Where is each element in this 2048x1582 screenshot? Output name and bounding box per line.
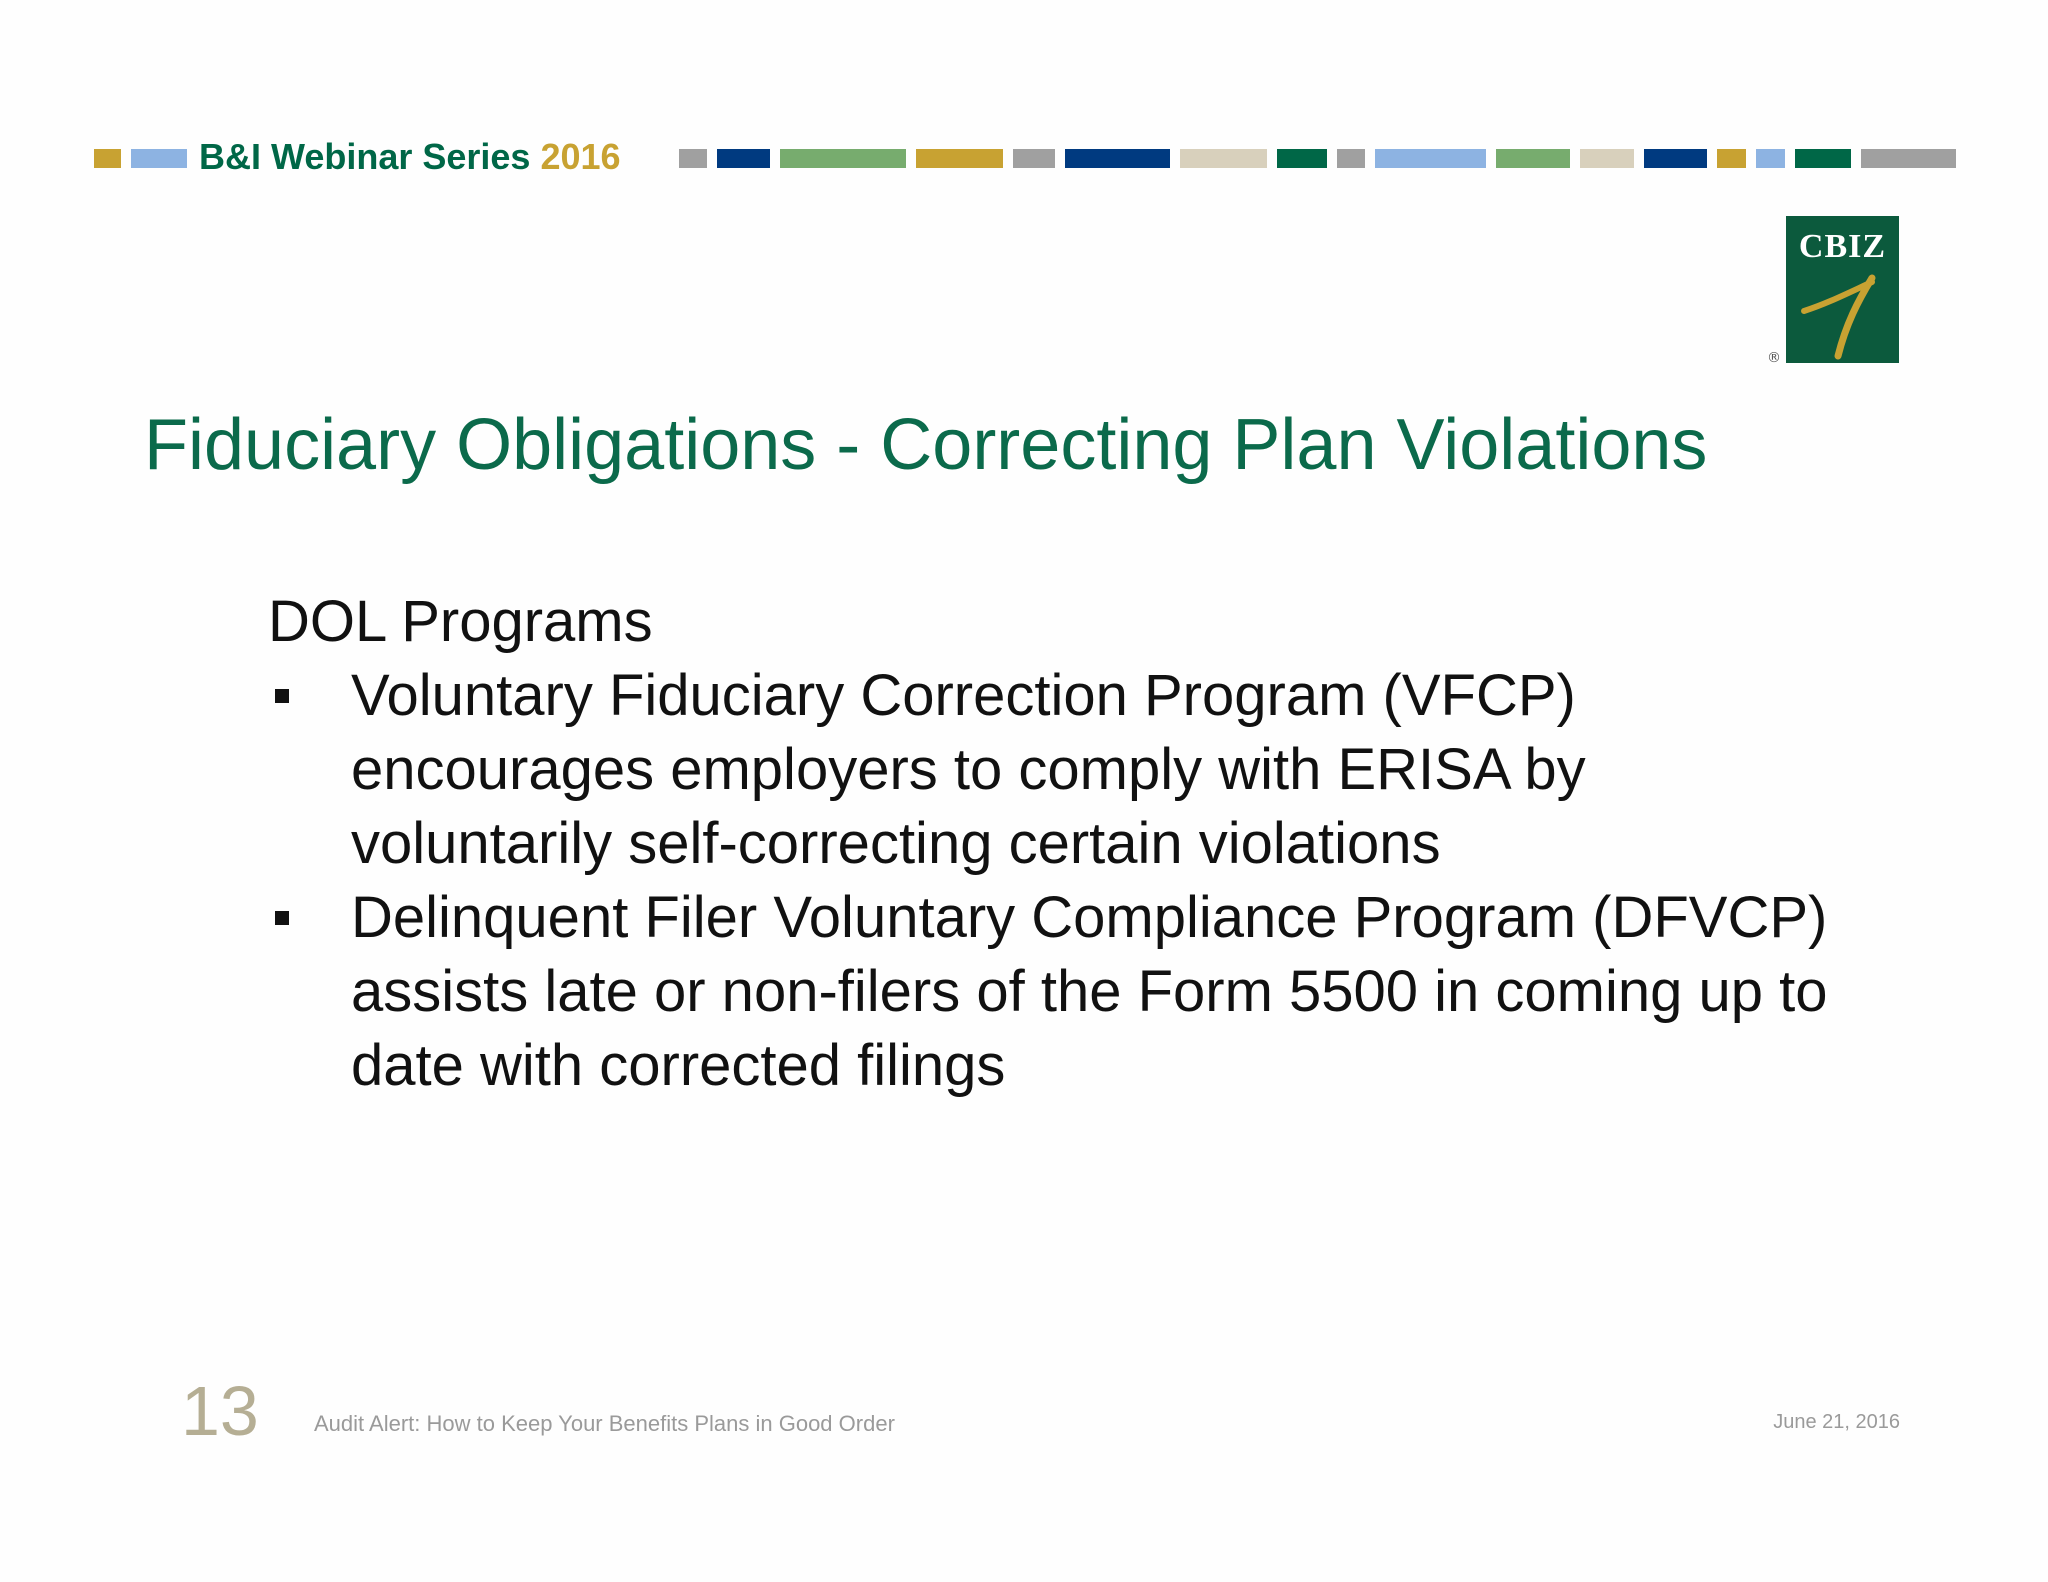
header-color-block	[717, 149, 770, 168]
header-color-block	[1717, 149, 1746, 168]
series-name: B&I Webinar Series	[199, 136, 531, 177]
header-color-block	[1013, 149, 1055, 168]
header-color-block	[131, 149, 187, 168]
series-year: 2016	[540, 136, 621, 177]
cbiz-logo	[1786, 216, 1899, 363]
bullet-text: Voluntary Fiduciary Correction Program (VFCP) encourages employers to comply with ERISA by voluntarily self-correcting certain violations	[351, 663, 1586, 876]
header-color-block	[1337, 149, 1365, 168]
registered-mark: ®	[1767, 350, 1781, 366]
slide-body	[268, 585, 1848, 1103]
logo-text: CBIZ	[1798, 228, 1887, 265]
header-color-block	[94, 149, 121, 168]
header-band	[0, 0, 2048, 200]
bullet-square-icon	[275, 911, 289, 925]
page-number: 13	[181, 1372, 259, 1450]
header-color-block	[1375, 149, 1486, 168]
header-color-block	[1756, 149, 1785, 168]
slide-title: Fiduciary Obligations - Correcting Plan Violations	[144, 405, 1708, 485]
bullet-square-icon	[275, 689, 289, 703]
header-color-block	[1861, 149, 1956, 168]
header-color-block	[916, 149, 1003, 168]
header-color-block	[1180, 149, 1267, 168]
bullet-item	[268, 659, 1848, 881]
header-color-block	[1795, 149, 1851, 168]
header-color-block	[1644, 149, 1707, 168]
header-color-block	[1580, 149, 1634, 168]
webinar-series-title	[199, 134, 621, 180]
header-color-block	[1277, 149, 1327, 168]
bullet-list	[268, 659, 1848, 1103]
bullet-item	[268, 881, 1848, 1103]
logo-swoosh-icon	[1786, 216, 1899, 363]
header-color-block	[1496, 149, 1570, 168]
bullet-text: Delinquent Filer Voluntary Compliance Program (DFVCP) assists late or non-filers of the Form 5500 in coming up to date with corrected filings	[351, 885, 1828, 1098]
section-heading: DOL Programs	[268, 589, 653, 654]
header-color-block	[1065, 149, 1170, 168]
footer-date: June 21, 2016	[1773, 1411, 1900, 1433]
footer-presentation-title: Audit Alert: How to Keep Your Benefits Plans in Good Order	[314, 1411, 895, 1436]
header-color-block	[780, 149, 906, 168]
header-color-block	[679, 149, 707, 168]
